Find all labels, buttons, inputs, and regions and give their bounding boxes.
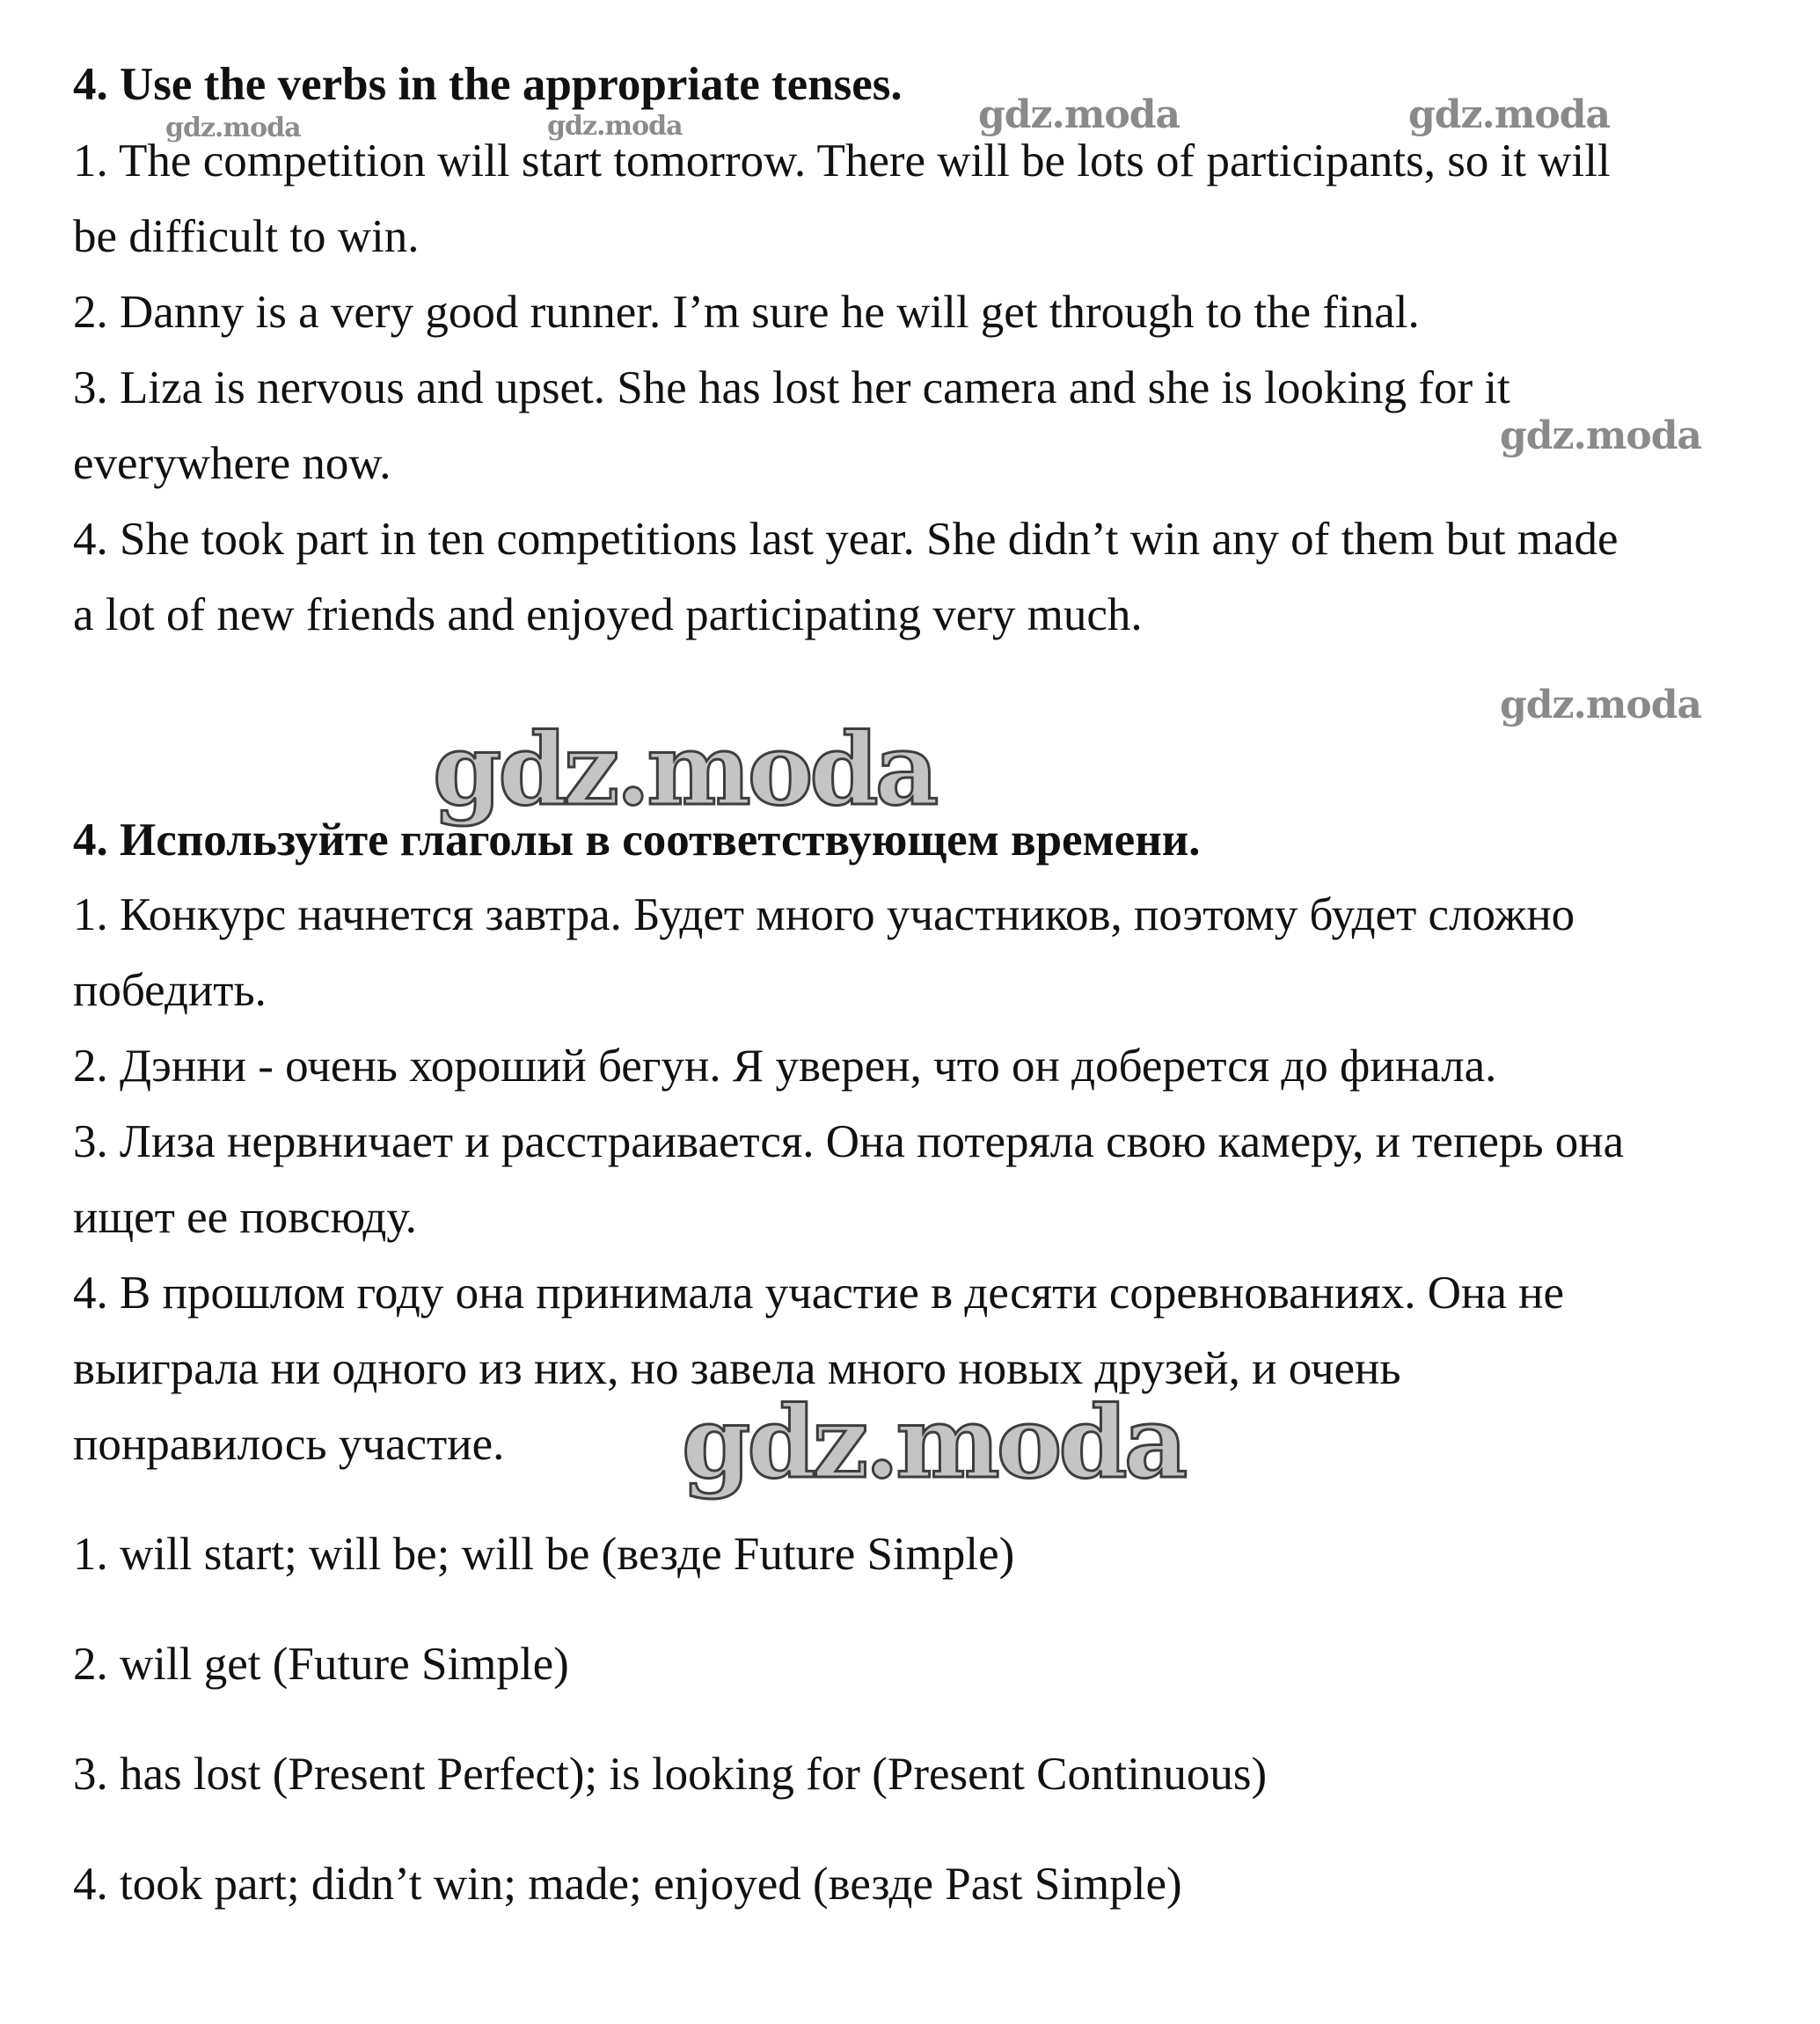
watermark: gdz.moda <box>1500 683 1702 727</box>
watermark: gdz.moda <box>547 111 683 142</box>
text-line: ищет ее повсюду. <box>73 1192 417 1243</box>
watermark-large: gdz.moda <box>682 1385 1185 1501</box>
watermark: gdz.moda <box>1408 92 1611 137</box>
text-line: выиграла ни одного из них, но завела много новых друзей, и очень <box>73 1343 1401 1394</box>
text-line: 3. Лиза нервничает и расстраивается. Она потеряла свою камеру, и теперь она <box>73 1116 1625 1167</box>
watermark-large: gdz.moda <box>433 712 936 828</box>
exercise-heading-en: 4. Use the verbs in the appropriate tenses. <box>73 59 903 110</box>
text-line: 4. В прошлом году она принимала участие в десяти соревнованиях. Она не <box>73 1268 1565 1319</box>
watermark: gdz.moda <box>1500 413 1702 458</box>
exercise-heading-ru: 4. Используйте глаголы в соответствующем времени. <box>73 815 1201 866</box>
text-line: everywhere now. <box>73 438 391 489</box>
answer-line: 3. has lost (Present Perfect); is looking for (Present Continuous) <box>73 1749 1268 1800</box>
text-line: a lot of new friends and enjoyed participating very much. <box>73 589 1143 640</box>
watermark: gdz.moda <box>165 113 301 143</box>
text-line: победить. <box>73 965 267 1016</box>
answer-line: 4. took part; didn’t win; made; enjoyed (везде Past Simple) <box>73 1859 1182 1910</box>
text-line: 2. Дэнни - очень хороший бегун. Я уверен, что он доберется до финала. <box>73 1041 1497 1092</box>
text-line: 1. Конкурс начнется завтра. Будет много участников, поэтому будет сложно <box>73 889 1575 940</box>
text-line: be difficult to win. <box>73 211 420 262</box>
text-line: 4. She took part in ten competitions last year. She didn’t win any of them but made <box>73 514 1619 565</box>
text-line: 1. The competition will start tomorrow. There will be lots of participants, so it will <box>73 135 1611 186</box>
watermark: gdz.moda <box>978 92 1180 137</box>
text-line: 2. Danny is a very good runner. I’m sure he will get through to the final. <box>73 287 1420 338</box>
text-line: понравилось участие. <box>73 1419 505 1470</box>
answer-line: 1. will start; will be; will be (везде Future Simple) <box>73 1529 1015 1580</box>
exercise-text-en <box>73 123 1619 653</box>
answer-line: 2. will get (Future Simple) <box>73 1639 569 1690</box>
text-line: 3. Liza is nervous and upset. She has lost her camera and she is looking for it <box>73 362 1510 413</box>
